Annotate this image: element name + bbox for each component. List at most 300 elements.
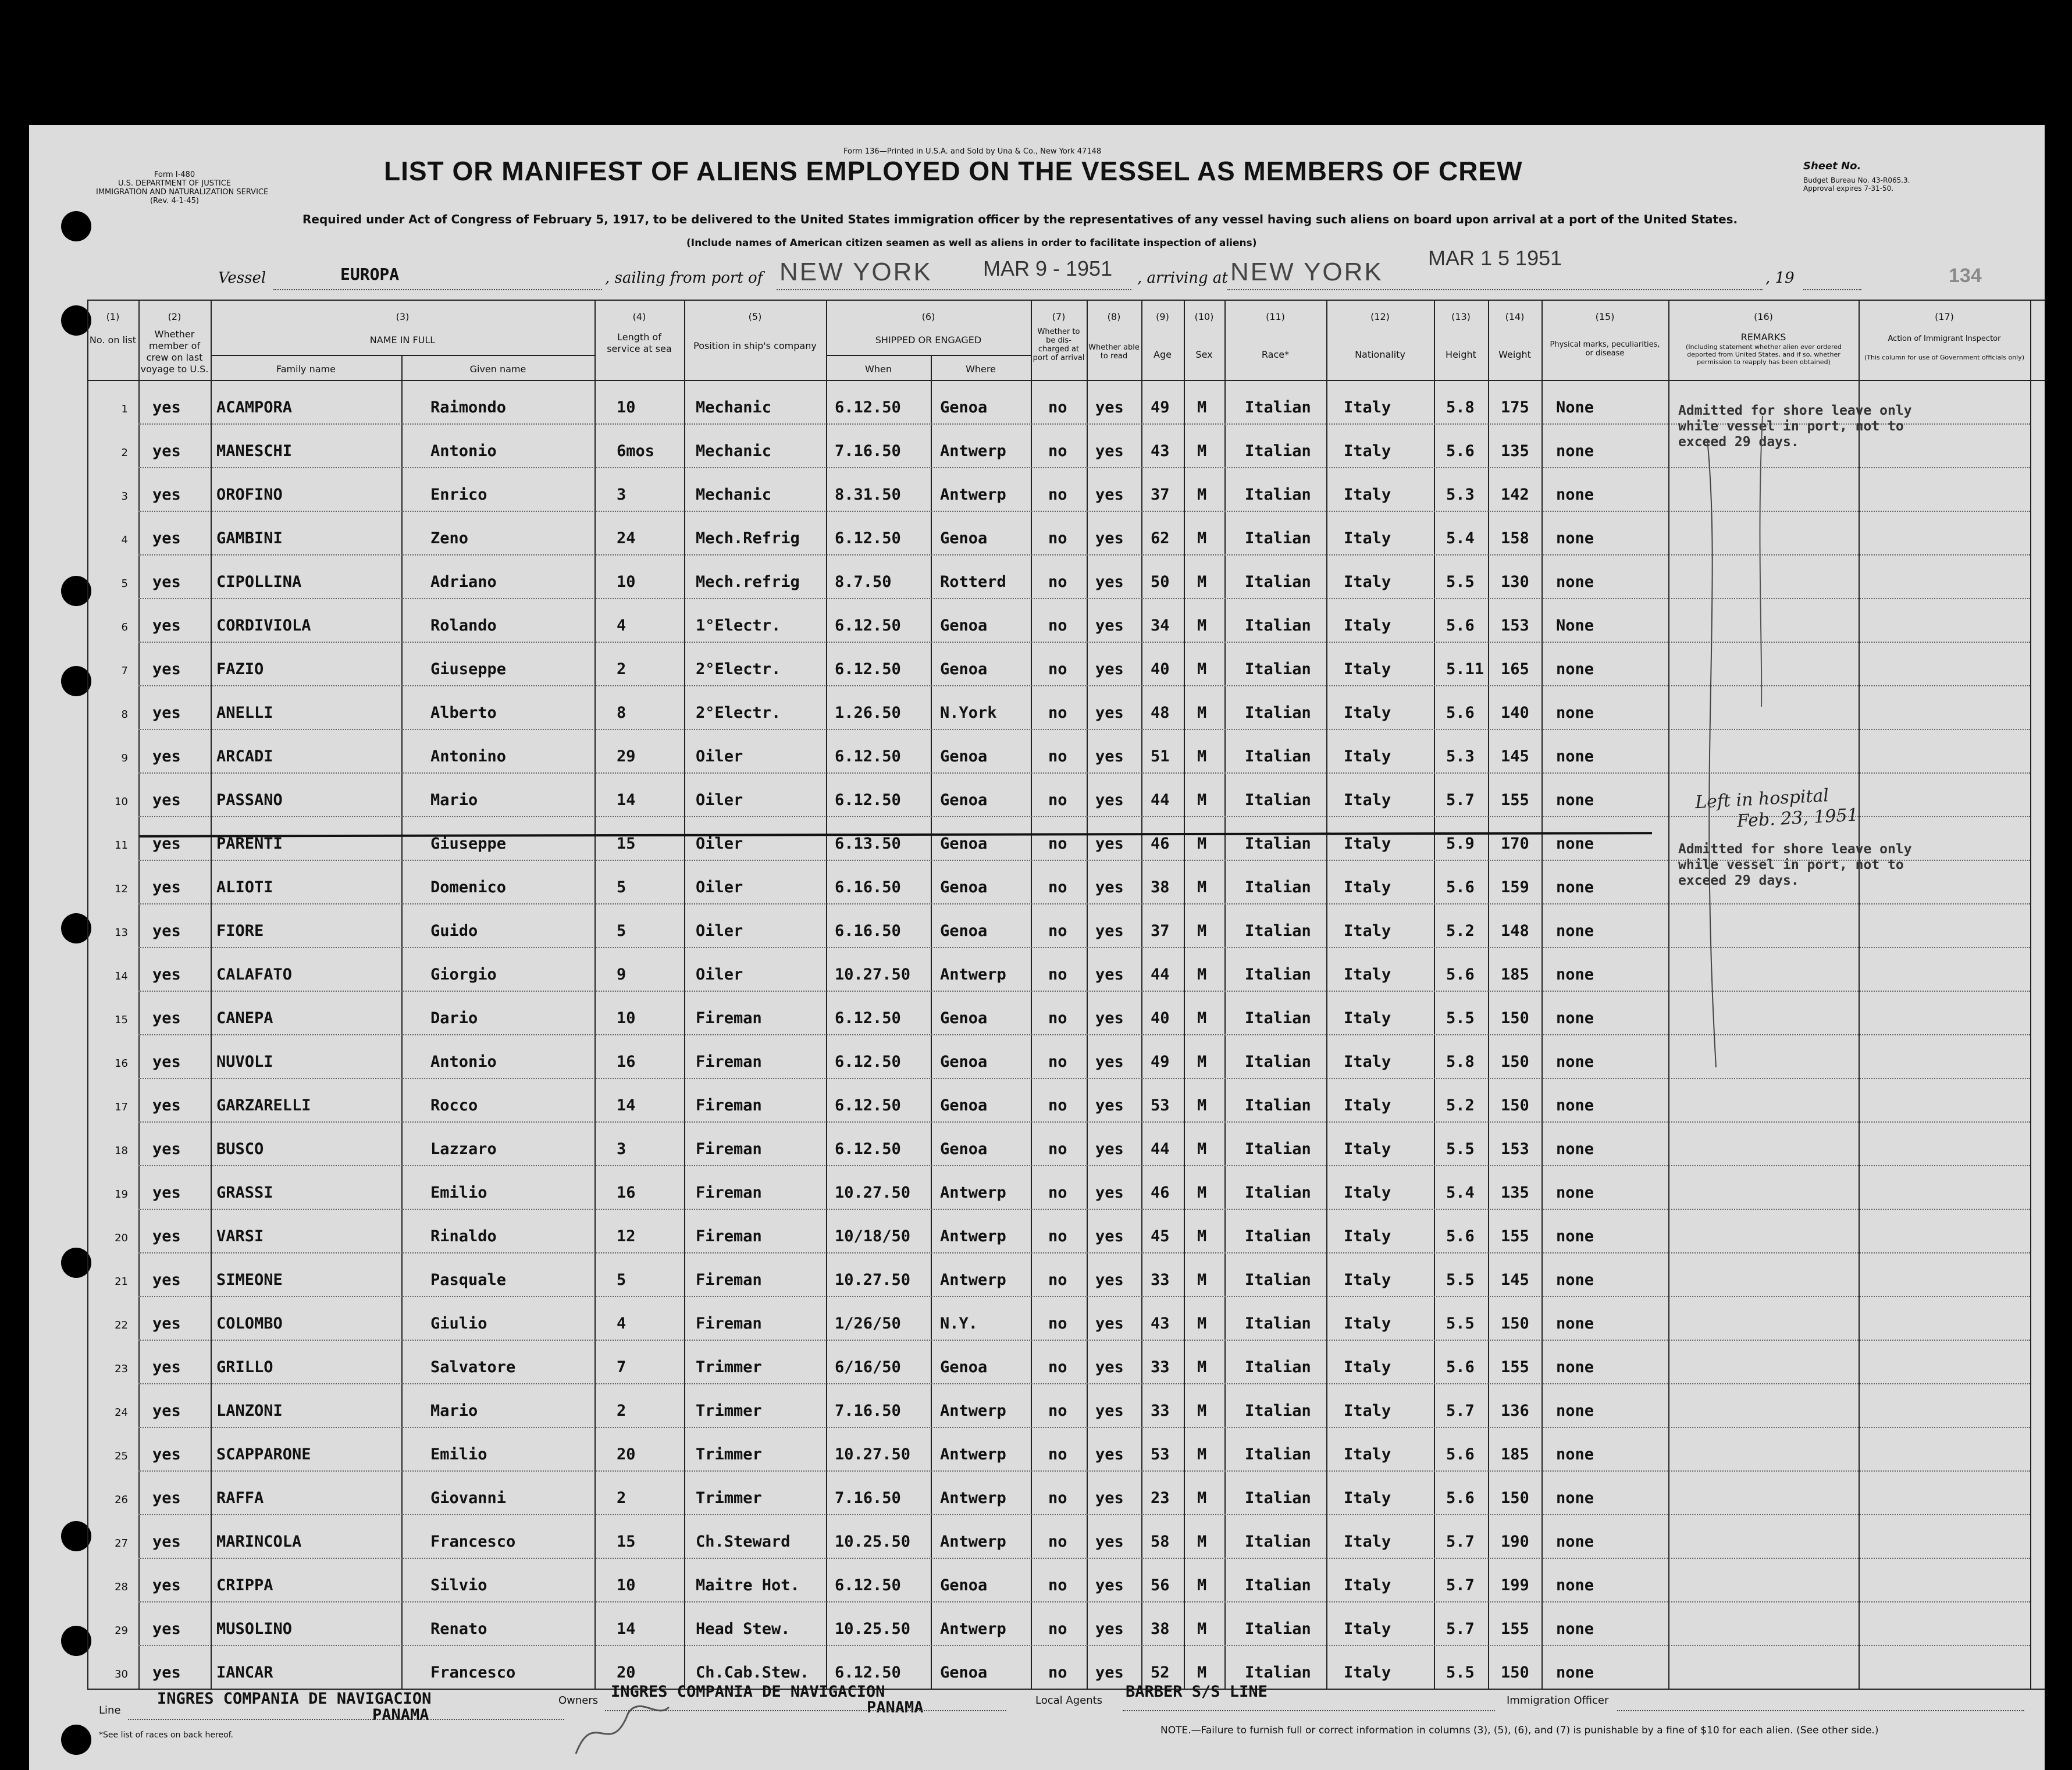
shipped-where-cell: Genoa — [940, 1009, 988, 1027]
shipped-where-cell: Genoa — [940, 1576, 988, 1594]
sex-cell: M — [1197, 660, 1207, 678]
subtitle: Required under Act of Congress of February 5, 1917, to be delivered to the United States immigration officer by the representatives of any vessel having such aliens on board upon arrival at a port of the United States. — [302, 212, 1738, 226]
shipped-when-cell: 6.12.50 — [835, 617, 901, 635]
member-cell: yes — [152, 791, 181, 809]
budget-bureau-note: Budget Bureau No. 43-R065.3. Approval expires 7-31-50. — [1803, 176, 1910, 193]
line-value: INGRES COMPANIA DE NAVIGACION — [157, 1690, 432, 1708]
shipped-when-cell: 10.27.50 — [835, 1184, 911, 1202]
shipped-where-cell: Genoa — [940, 922, 988, 940]
height-cell: 5.3 — [1446, 486, 1475, 504]
weight-cell: 155 — [1501, 1620, 1529, 1638]
nationality-cell: Italy — [1344, 660, 1391, 678]
sex-cell: M — [1197, 1096, 1207, 1114]
nationality-cell: Italy — [1344, 1053, 1391, 1071]
weight-cell: 175 — [1501, 398, 1529, 416]
shipped-when-cell: 7.16.50 — [835, 1489, 901, 1507]
able-to-read-cell: yes — [1095, 1271, 1124, 1289]
height-cell: 5.7 — [1446, 1576, 1475, 1594]
service-length-cell: 9 — [617, 966, 626, 984]
nationality-cell: Italy — [1344, 1227, 1391, 1245]
owners-value: INGRES COMPANIA DE NAVIGACION — [611, 1683, 885, 1701]
race-cell: Italian — [1245, 1315, 1311, 1333]
row-number: 16 — [115, 1057, 128, 1070]
race-cell: Italian — [1245, 1096, 1311, 1114]
family-name-cell: FAZIO — [216, 660, 264, 678]
height-cell: 5.5 — [1446, 1271, 1475, 1289]
shipped-where-cell: Antwerp — [940, 1445, 1006, 1463]
given-name-cell: Emilio — [430, 1184, 487, 1202]
able-to-read-cell: yes — [1095, 1533, 1124, 1551]
service-length-cell: 16 — [617, 1053, 636, 1071]
member-cell: yes — [152, 486, 181, 504]
weight-cell: 199 — [1501, 1576, 1529, 1594]
physical-marks-cell: none — [1556, 1009, 1594, 1027]
family-name-cell: VARSI — [216, 1227, 264, 1245]
header-age: Age — [1154, 349, 1172, 360]
able-to-read-cell: yes — [1095, 660, 1124, 678]
service-length-cell: 29 — [617, 747, 636, 765]
nationality-cell: Italy — [1344, 704, 1391, 722]
position-cell: 2°Electr. — [696, 704, 781, 722]
service-length-cell: 16 — [617, 1184, 636, 1202]
weight-cell: 150 — [1501, 1053, 1529, 1071]
header-name-in-full: NAME IN FULL — [369, 334, 436, 346]
member-cell: yes — [152, 1402, 181, 1420]
column-number: (12) — [1370, 311, 1390, 322]
height-cell: 5.7 — [1446, 1620, 1475, 1638]
weight-cell: 150 — [1501, 1489, 1529, 1507]
column-number: (7) — [1052, 311, 1066, 322]
discharged-cell: no — [1048, 1227, 1067, 1245]
arriving-label: , arriving at — [1137, 269, 1228, 287]
nationality-cell: Italy — [1344, 922, 1391, 940]
given-name-cell: Mario — [430, 791, 478, 809]
sex-cell: M — [1197, 1576, 1207, 1594]
member-cell: yes — [152, 922, 181, 940]
race-cell: Italian — [1245, 1533, 1311, 1551]
position-cell: Mechanic — [696, 398, 772, 416]
shipped-where-cell: Antwerp — [940, 1227, 1006, 1245]
physical-marks-cell: none — [1556, 573, 1594, 591]
age-cell: 53 — [1151, 1096, 1170, 1114]
header-family-name: Family name — [276, 364, 336, 375]
manifest-sheet — [29, 125, 2045, 1770]
weight-cell: 155 — [1501, 791, 1529, 809]
column-number: (8) — [1107, 311, 1121, 322]
able-to-read-cell: yes — [1095, 922, 1124, 940]
shipped-where-cell: Rotterd — [940, 573, 1006, 591]
weight-cell: 155 — [1501, 1358, 1529, 1376]
sex-cell: M — [1197, 486, 1207, 504]
service-length-cell: 2 — [617, 1489, 626, 1507]
discharged-cell: no — [1048, 1184, 1067, 1202]
race-cell: Italian — [1245, 966, 1311, 984]
physical-marks-cell: none — [1556, 835, 1594, 853]
sex-cell: M — [1197, 922, 1207, 940]
able-to-read-cell: yes — [1095, 835, 1124, 853]
age-cell: 49 — [1151, 398, 1170, 416]
header-where: Where — [966, 364, 996, 375]
given-name-cell: Francesco — [430, 1533, 516, 1551]
race-cell: Italian — [1245, 704, 1311, 722]
nationality-cell: Italy — [1344, 617, 1391, 635]
nationality-cell: Italy — [1344, 1271, 1391, 1289]
sailing-date: MAR 9 - 1951 — [983, 257, 1113, 280]
physical-marks-cell: none — [1556, 1489, 1594, 1507]
row-number: 15 — [115, 1014, 128, 1026]
weight-cell: 145 — [1501, 1271, 1529, 1289]
able-to-read-cell: yes — [1095, 1096, 1124, 1114]
able-to-read-cell: yes — [1095, 1576, 1124, 1594]
discharged-cell: no — [1048, 791, 1067, 809]
family-name-cell: ARCADI — [216, 747, 273, 765]
member-cell: yes — [152, 1576, 181, 1594]
physical-marks-cell: none — [1556, 442, 1594, 460]
age-cell: 33 — [1151, 1402, 1170, 1420]
row-number: 11 — [115, 839, 128, 852]
position-cell: Fireman — [696, 1009, 762, 1027]
shipped-where-cell: Antwerp — [940, 486, 1006, 504]
age-cell: 37 — [1151, 922, 1170, 940]
discharged-cell: no — [1048, 704, 1067, 722]
service-length-cell: 15 — [617, 1533, 636, 1551]
row-number: 1 — [121, 403, 128, 415]
family-name-cell: PASSANO — [216, 791, 283, 809]
member-cell: yes — [152, 704, 181, 722]
column-number: (5) — [748, 311, 762, 322]
sex-cell: M — [1197, 1315, 1207, 1333]
family-name-cell: CALAFATO — [216, 966, 293, 984]
sex-cell: M — [1197, 878, 1207, 896]
physical-marks-cell: none — [1556, 1096, 1594, 1114]
height-cell: 5.3 — [1446, 747, 1475, 765]
shipped-when-cell: 7.16.50 — [835, 1402, 901, 1420]
nationality-cell: Italy — [1344, 529, 1391, 547]
service-length-cell: 14 — [617, 1620, 636, 1638]
shipped-when-cell: 6.12.50 — [835, 398, 901, 416]
height-cell: 5.6 — [1446, 704, 1475, 722]
height-cell: 5.6 — [1446, 617, 1475, 635]
service-length-cell: 5 — [617, 922, 626, 940]
sex-cell: M — [1197, 1445, 1207, 1463]
age-cell: 40 — [1151, 1009, 1170, 1027]
header-action: Action of Immigrant Inspector — [1888, 334, 2001, 343]
age-cell: 51 — [1151, 747, 1170, 765]
discharged-cell: no — [1048, 1096, 1067, 1114]
member-cell: yes — [152, 835, 181, 853]
able-to-read-cell: yes — [1095, 1140, 1124, 1158]
weight-cell: 140 — [1501, 704, 1529, 722]
nationality-cell: Italy — [1344, 486, 1391, 504]
page-title: LIST OR MANIFEST OF ALIENS EMPLOYED ON THE VESSEL AS MEMBERS OF CREW — [384, 156, 1523, 186]
age-cell: 37 — [1151, 486, 1170, 504]
age-cell: 53 — [1151, 1445, 1170, 1463]
physical-marks-cell: none — [1556, 1227, 1594, 1245]
family-name-cell: COLOMBO — [216, 1315, 283, 1333]
sex-cell: M — [1197, 398, 1207, 416]
height-cell: 5.4 — [1446, 529, 1475, 547]
discharged-cell: no — [1048, 1315, 1067, 1333]
nationality-cell: Italy — [1344, 1315, 1391, 1333]
discharged-cell: no — [1048, 1533, 1067, 1551]
discharged-cell: no — [1048, 573, 1067, 591]
given-name-cell: Giulio — [430, 1315, 487, 1333]
able-to-read-cell: yes — [1095, 1664, 1124, 1682]
header-length-of-service: Length of service at sea — [607, 332, 672, 354]
position-cell: Trimmer — [696, 1489, 762, 1507]
height-cell: 5.5 — [1446, 1315, 1475, 1333]
header-no-on-list: No. on list — [89, 334, 137, 346]
weight-cell: 135 — [1501, 1184, 1529, 1202]
row-number: 28 — [115, 1581, 128, 1593]
discharged-cell: no — [1048, 1489, 1067, 1507]
age-cell: 43 — [1151, 442, 1170, 460]
column-number: (15) — [1595, 311, 1615, 322]
race-cell: Italian — [1245, 442, 1311, 460]
nationality-cell: Italy — [1344, 1358, 1391, 1376]
shipped-when-cell: 8.31.50 — [835, 486, 901, 504]
position-cell: Ch.Cab.Stew. — [696, 1664, 810, 1682]
position-cell: Fireman — [696, 1271, 762, 1289]
given-name-cell: Lazzaro — [430, 1140, 497, 1158]
header-race: Race* — [1261, 349, 1290, 360]
age-cell: 33 — [1151, 1271, 1170, 1289]
nationality-cell: Italy — [1344, 1445, 1391, 1463]
member-cell: yes — [152, 1096, 181, 1114]
immigration-officer-label: Immigration Officer — [1507, 1694, 1609, 1707]
member-cell: yes — [152, 1053, 181, 1071]
sex-cell: M — [1197, 1620, 1207, 1638]
service-length-cell: 10 — [617, 398, 636, 416]
discharged-cell: no — [1048, 1620, 1067, 1638]
physical-marks-cell: none — [1556, 878, 1594, 896]
sex-cell: M — [1197, 1053, 1207, 1071]
age-cell: 62 — [1151, 529, 1170, 547]
able-to-read-cell: yes — [1095, 966, 1124, 984]
discharged-cell: no — [1048, 660, 1067, 678]
height-cell: 5.7 — [1446, 791, 1475, 809]
sailing-port: NEW YORK — [779, 258, 932, 286]
given-name-cell: Giovanni — [430, 1489, 507, 1507]
shipped-where-cell: Genoa — [940, 1053, 988, 1071]
shipped-when-cell: 7.16.50 — [835, 442, 901, 460]
nationality-cell: Italy — [1344, 878, 1391, 896]
physical-marks-cell: none — [1556, 1533, 1594, 1551]
height-cell: 5.6 — [1446, 442, 1475, 460]
service-length-cell: 3 — [617, 1140, 626, 1158]
family-name-cell: ANELLI — [216, 704, 273, 722]
service-length-cell: 2 — [617, 660, 626, 678]
column-number: (11) — [1266, 311, 1285, 322]
able-to-read-cell: yes — [1095, 878, 1124, 896]
position-cell: Mechanic — [696, 442, 772, 460]
age-cell: 44 — [1151, 1140, 1170, 1158]
shipped-where-cell: Antwerp — [940, 966, 1006, 984]
weight-cell: 150 — [1501, 1315, 1529, 1333]
race-cell: Italian — [1245, 1576, 1311, 1594]
shipped-where-cell: Genoa — [940, 1140, 988, 1158]
header-position: Position in ship's company — [693, 340, 817, 351]
age-cell: 56 — [1151, 1576, 1170, 1594]
given-name-cell: Adriano — [430, 573, 497, 591]
race-cell: Italian — [1245, 1053, 1311, 1071]
position-cell: Fireman — [696, 1227, 762, 1245]
header-height: Height — [1446, 349, 1476, 360]
height-cell: 5.6 — [1446, 1358, 1475, 1376]
race-cell: Italian — [1245, 1489, 1311, 1507]
weight-cell: 150 — [1501, 1009, 1529, 1027]
position-cell: Oiler — [696, 966, 743, 984]
shipped-when-cell: 6.12.50 — [835, 747, 901, 765]
header-given-name: Given name — [469, 364, 526, 375]
age-cell: 58 — [1151, 1533, 1170, 1551]
given-name-cell: Francesco — [430, 1664, 516, 1682]
row-number: 30 — [115, 1668, 128, 1680]
position-cell: Trimmer — [696, 1358, 762, 1376]
nationality-cell: Italy — [1344, 398, 1391, 416]
position-cell: Fireman — [696, 1184, 762, 1202]
member-cell: yes — [152, 398, 181, 416]
service-length-cell: 10 — [617, 1009, 636, 1027]
able-to-read-cell: yes — [1095, 529, 1124, 547]
weight-cell: 190 — [1501, 1533, 1529, 1551]
shipped-when-cell: 6.12.50 — [835, 1140, 901, 1158]
position-cell: Trimmer — [696, 1445, 762, 1463]
race-cell: Italian — [1245, 660, 1311, 678]
member-cell: yes — [152, 1489, 181, 1507]
nationality-cell: Italy — [1344, 1489, 1391, 1507]
height-cell: 5.8 — [1446, 398, 1475, 416]
service-length-cell: 8 — [617, 704, 626, 722]
member-cell: yes — [152, 1445, 181, 1463]
shipped-where-cell: Genoa — [940, 660, 988, 678]
shipped-where-cell: Antwerp — [940, 1489, 1006, 1507]
shipped-when-cell: 6.12.50 — [835, 529, 901, 547]
family-name-cell: PARENTI — [216, 835, 283, 853]
member-cell: yes — [152, 1271, 181, 1289]
row-number: 29 — [115, 1625, 128, 1637]
nationality-cell: Italy — [1344, 1576, 1391, 1594]
member-cell: yes — [152, 529, 181, 547]
height-cell: 5.9 — [1446, 835, 1475, 853]
row-number: 18 — [115, 1145, 128, 1157]
age-cell: 44 — [1151, 966, 1170, 984]
shipped-when-cell: 6.12.50 — [835, 660, 901, 678]
race-cell: Italian — [1245, 1402, 1311, 1420]
row-number: 21 — [115, 1276, 128, 1288]
shipped-when-cell: 6.12.50 — [835, 1576, 901, 1594]
weight-cell: 153 — [1501, 1140, 1529, 1158]
row-number: 3 — [121, 490, 128, 503]
shipped-when-cell: 10.25.50 — [835, 1620, 911, 1638]
header-remarks-note: (Including statement whether alien ever ordered deported from United States, and if so, whether permission to reapply has been obtained) — [1685, 343, 1842, 366]
local-agents-value: BARBER S/S LINE — [1126, 1683, 1268, 1701]
position-cell: Oiler — [696, 922, 743, 940]
given-name-cell: Salvatore — [430, 1358, 516, 1376]
family-name-cell: GRILLO — [216, 1358, 273, 1376]
shipped-when-cell: 6.12.50 — [835, 791, 901, 809]
family-name-cell: MARINCOLA — [216, 1533, 302, 1551]
shipped-where-cell: Antwerp — [940, 1533, 1006, 1551]
position-cell: Trimmer — [696, 1402, 762, 1420]
race-cell: Italian — [1245, 1620, 1311, 1638]
discharged-cell: no — [1048, 442, 1067, 460]
nationality-cell: Italy — [1344, 1184, 1391, 1202]
race-cell: Italian — [1245, 617, 1311, 635]
age-cell: 46 — [1151, 1184, 1170, 1202]
discharged-cell: no — [1048, 747, 1067, 765]
shipped-when-cell: 1.26.50 — [835, 704, 901, 722]
discharged-cell: no — [1048, 398, 1067, 416]
given-name-cell: Giuseppe — [430, 660, 507, 678]
weight-cell: 185 — [1501, 1445, 1529, 1463]
height-cell: 5.2 — [1446, 922, 1475, 940]
physical-marks-cell: none — [1556, 1620, 1594, 1638]
row-number: 4 — [121, 534, 128, 546]
service-length-cell: 6mos — [617, 442, 655, 460]
sex-cell: M — [1197, 966, 1207, 984]
height-cell: 5.5 — [1446, 1140, 1475, 1158]
fine-note: NOTE.—Failure to furnish full or correct information in columns (3), (5), (6), and (7) is punishable by a fine of $10 for each alien. (See other side.) — [1160, 1725, 1879, 1736]
shore-leave-remark: Admitted for shore leave only while vessel in port, not to exceed 29 days. — [1678, 842, 1912, 888]
sex-cell: M — [1197, 1009, 1207, 1027]
able-to-read-cell: yes — [1095, 1009, 1124, 1027]
given-name-cell: Rocco — [430, 1096, 478, 1114]
weight-cell: 153 — [1501, 617, 1529, 635]
family-name-cell: LANZONI — [216, 1402, 283, 1420]
weight-cell: 145 — [1501, 747, 1529, 765]
family-name-cell: RAFFA — [216, 1489, 264, 1507]
discharged-cell: no — [1048, 617, 1067, 635]
weight-cell: 150 — [1501, 1664, 1529, 1682]
shipped-where-cell: Genoa — [940, 529, 988, 547]
sex-cell: M — [1197, 617, 1207, 635]
able-to-read-cell: yes — [1095, 1402, 1124, 1420]
header-able-to-read: Whether able to read — [1088, 343, 1140, 361]
ink-scribble — [1675, 416, 1792, 1079]
race-cell: Italian — [1245, 1184, 1311, 1202]
column-number: (9) — [1156, 311, 1169, 322]
height-cell: 5.7 — [1446, 1533, 1475, 1551]
able-to-read-cell: yes — [1095, 1315, 1124, 1333]
shipped-when-cell: 6.16.50 — [835, 922, 901, 940]
able-to-read-cell: yes — [1095, 1445, 1124, 1463]
row-number: 13 — [115, 927, 128, 939]
shipped-where-cell: Genoa — [940, 791, 988, 809]
race-cell: Italian — [1245, 529, 1311, 547]
race-cell: Italian — [1245, 878, 1311, 896]
family-name-cell: NUVOLI — [216, 1053, 273, 1071]
member-cell: yes — [152, 1140, 181, 1158]
row-number: 6 — [121, 621, 128, 633]
shipped-when-cell: 6.12.50 — [835, 1096, 901, 1114]
race-cell: Italian — [1245, 1271, 1311, 1289]
position-cell: Oiler — [696, 835, 743, 853]
header-nationality: Nationality — [1355, 349, 1405, 360]
row-number: 9 — [121, 752, 128, 764]
sex-cell: M — [1197, 791, 1207, 809]
physical-marks-cell: none — [1556, 1664, 1594, 1682]
age-cell: 49 — [1151, 1053, 1170, 1071]
position-cell: Mech.refrig — [696, 573, 800, 591]
shipped-where-cell: Antwerp — [940, 1402, 1006, 1420]
service-length-cell: 10 — [617, 573, 636, 591]
physical-marks-cell: none — [1556, 1053, 1594, 1071]
member-cell: yes — [152, 1315, 181, 1333]
header-sex: Sex — [1195, 349, 1213, 360]
height-cell: 5.5 — [1446, 573, 1475, 591]
printer-note: Form 136—Printed in U.S.A. and Sold by Una & Co., New York 47148 — [843, 147, 1102, 156]
